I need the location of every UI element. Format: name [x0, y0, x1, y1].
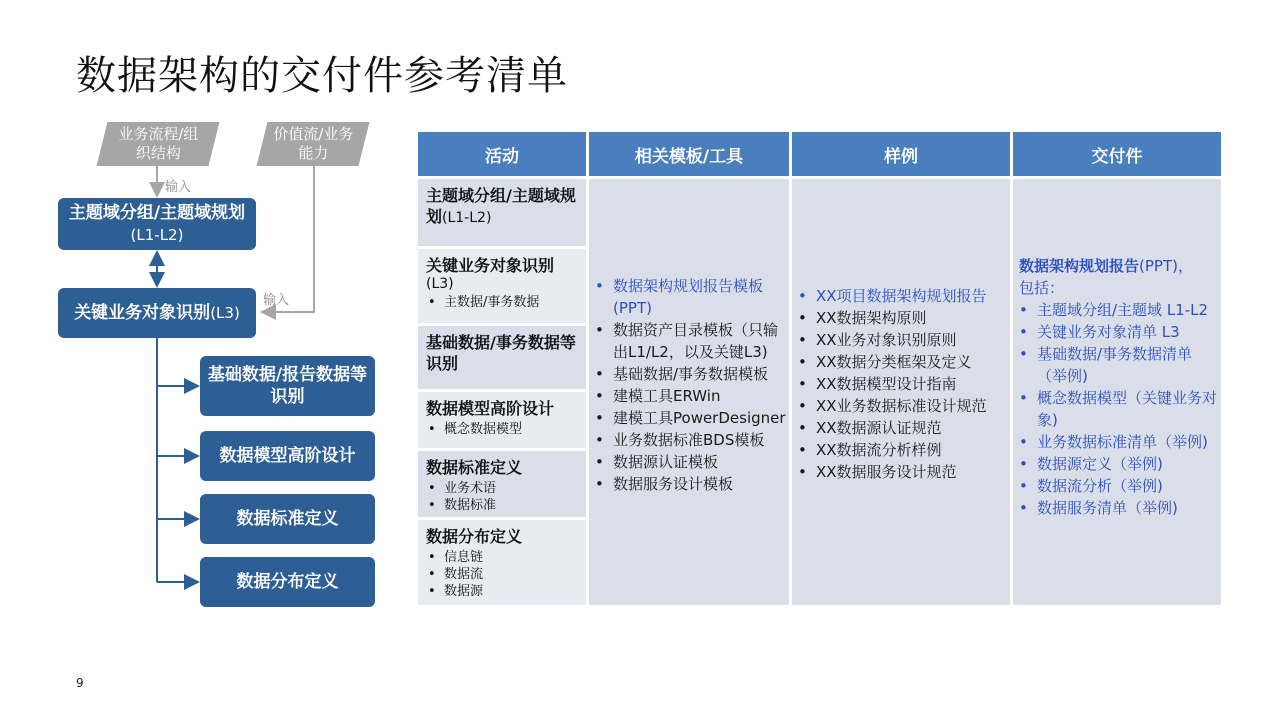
activity-item: • 数据流	[426, 566, 578, 583]
activity-item: • 数据标准	[426, 497, 578, 514]
sample-item: • XX业务数据标准设计规范	[792, 395, 1008, 417]
sample-item: • XX数据架构原则	[792, 307, 1008, 329]
input-value-stream: 价值流/业务能力	[257, 122, 370, 166]
header-templates: 相关模板/工具	[589, 132, 789, 176]
activity-cell: 数据模型高阶设计 • 概念数据模型	[418, 392, 586, 448]
box-key-business-object: 关键业务对象识别(L3)	[58, 288, 256, 338]
header-activity: 活动	[418, 132, 586, 176]
template-item: • 建模工具PowerDesigner	[589, 407, 787, 429]
deliverable-item: • 关键业务对象清单 L3	[1013, 321, 1219, 343]
template-item: • 数据资产目录模板（只输出L1/L2，以及关键L3)	[589, 319, 787, 363]
deliverable-item: • 数据源定义（举例)	[1013, 453, 1219, 475]
activity-cell: 数据分布定义 • 信息链 • 数据流 • 数据源	[418, 520, 586, 605]
input-label-1: 输入	[165, 180, 192, 195]
deliverable-item: • 数据流分析（举例)	[1013, 475, 1219, 497]
activity-item: • 主数据/事务数据	[426, 294, 578, 311]
page-title: 数据架构的交付件参考清单	[76, 53, 568, 99]
sample-item: • XX数据流分析样例	[792, 439, 1008, 461]
page-number: 9	[76, 676, 84, 690]
deliverables-column	[1013, 179, 1221, 605]
activity-item: • 信息链	[426, 549, 578, 566]
template-item: • 数据服务设计模板	[589, 473, 787, 495]
sample-item: • XX数据服务设计规范	[792, 461, 1008, 483]
box-data-distribution: 数据分布定义	[200, 557, 375, 607]
deliverable-item: • 基础数据/事务数据清单（举例)	[1013, 343, 1219, 387]
activity-item: • 数据源	[426, 583, 578, 600]
header-samples: 样例	[792, 132, 1010, 176]
activity-item: • 业务术语	[426, 480, 578, 497]
input-process-org: 业务流程/组织结构	[97, 122, 220, 166]
sample-item: • XX数据分类框架及定义	[792, 351, 1008, 373]
input-label-2: 输入	[263, 293, 290, 308]
templates-column	[589, 179, 789, 605]
activity-cell: 基础数据/事务数据等识别	[418, 326, 586, 389]
box-data-standard: 数据标准定义	[200, 494, 375, 544]
box-data-model: 数据模型高阶设计	[200, 431, 375, 481]
sample-item: • XX数据模型设计指南	[792, 373, 1008, 395]
deliverable-item: • 业务数据标准清单（举例)	[1013, 431, 1219, 453]
activity-item: • 概念数据模型	[426, 421, 578, 438]
samples-column	[792, 179, 1010, 605]
deliverable-item: • 主题域分组/主题域 L1-L2	[1013, 299, 1219, 321]
template-item: • 基础数据/事务数据模板	[589, 363, 787, 385]
deliverable-item: • 概念数据模型（关键业务对象)	[1013, 387, 1219, 431]
activity-cell: 数据标准定义 • 业务术语 • 数据标准	[418, 451, 586, 517]
box-basic-data: 基础数据/报告数据等识别	[200, 356, 375, 416]
sample-item: • XX项目数据架构规划报告	[792, 285, 1008, 307]
sample-item: • XX数据源认证规范	[792, 417, 1008, 439]
header-deliverables: 交付件	[1013, 132, 1221, 176]
deliverable-heading: 数据架构规划报告(PPT)， 包括：	[1019, 257, 1193, 297]
sample-item: • XX业务对象识别原则	[792, 329, 1008, 351]
deliverables-table	[418, 132, 1221, 605]
deliverable-item: • 数据服务清单（举例)	[1013, 497, 1219, 519]
activity-cell: 关键业务对象识别 (L3) • 主数据/事务数据	[418, 249, 586, 323]
template-item: • 数据源认证模板	[589, 451, 787, 473]
template-item: • 建模工具ERWin	[589, 385, 787, 407]
box-subject-area: 主题域分组/主题域规划(L1-L2)	[58, 198, 256, 250]
template-item: • 业务数据标准BDS模板	[589, 429, 787, 451]
template-item: • 数据架构规划报告模板(PPT)	[589, 275, 787, 319]
activity-cell: 主题域分组/主题域规划(L1-L2)	[418, 179, 586, 246]
